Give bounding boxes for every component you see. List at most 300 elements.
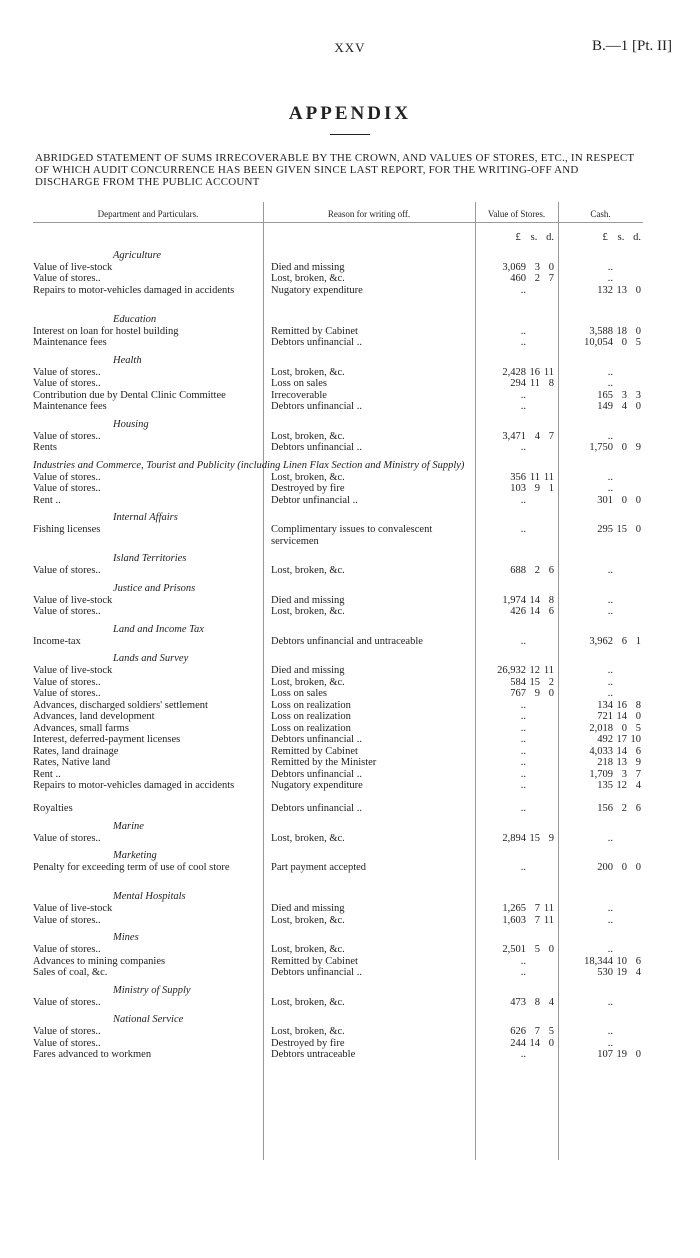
department-section (33, 653, 643, 815)
stores-value (478, 711, 554, 723)
cash-value (561, 967, 641, 979)
cash-value (561, 367, 641, 379)
reason: Loss on realization (271, 699, 351, 711)
stores-value (478, 1026, 554, 1038)
stores-value (478, 442, 554, 454)
pence: 9 (548, 832, 554, 844)
reason: Debtors unfinancial .. (271, 401, 362, 412)
particulars: Rents (33, 442, 57, 453)
table-row (33, 803, 643, 815)
pounds: 103 (510, 483, 526, 494)
pence: 0 (548, 688, 554, 699)
stores-value (478, 595, 554, 607)
pounds: .. (520, 494, 526, 506)
pence: 7 (548, 430, 554, 442)
shillings: 7 (534, 914, 540, 926)
shillings: 16 (616, 699, 627, 711)
particulars: Value of stores.. (33, 606, 101, 617)
department-heading: National Service (113, 1014, 184, 1025)
pounds: 165 (597, 389, 613, 401)
pounds: .. (520, 722, 526, 734)
cash-value (561, 431, 641, 443)
pence: 0 (635, 494, 641, 506)
reason: Part payment accepted (271, 862, 367, 873)
cash-value (561, 524, 641, 536)
pounds: 1,265 (502, 903, 526, 914)
table-body (33, 250, 643, 1061)
table-row (33, 665, 643, 677)
department-heading: Education (113, 313, 157, 325)
pence: 11 (543, 471, 554, 483)
particulars: Rates, Native land (33, 757, 111, 768)
pounds: 1,974 (502, 594, 526, 606)
pounds: 584 (510, 676, 526, 688)
pence: 0 (548, 1037, 554, 1049)
stores-value (478, 401, 554, 413)
reason: Remitted by Cabinet (271, 955, 358, 967)
stores-value (478, 723, 554, 735)
shillings: 14 (529, 594, 540, 606)
cash-value (561, 903, 641, 915)
cash-value (561, 746, 641, 758)
stores-value (478, 997, 554, 1009)
shillings: 14 (529, 1037, 540, 1049)
table-row (33, 390, 643, 402)
table-row (33, 997, 643, 1009)
pounds: .. (607, 606, 613, 617)
cash-value (561, 803, 641, 815)
table-row (33, 1038, 643, 1050)
reason: Lost, broken, &c. (271, 471, 345, 483)
particulars: Contribution due by Dental Clinic Committee (33, 389, 226, 401)
pence: 5 (635, 337, 641, 348)
unit-pounds: £ (602, 232, 608, 243)
pounds: 3,962 (589, 635, 613, 647)
shillings: 0 (621, 722, 627, 734)
pence: 6 (548, 565, 554, 576)
stores-value (478, 565, 554, 577)
particulars: Repairs to motor-vehicles damaged in accidents (33, 780, 235, 791)
department-heading: Internal Affairs (113, 512, 178, 523)
pounds: .. (607, 483, 613, 494)
shillings: 15 (616, 524, 627, 535)
pence: 6 (635, 803, 641, 814)
pounds: .. (607, 430, 613, 442)
department-heading: Housing (113, 418, 149, 430)
reason: Died and missing (271, 594, 345, 606)
stores-value (478, 967, 554, 979)
shillings: 14 (616, 711, 627, 722)
pounds: .. (520, 745, 526, 757)
shillings: 2 (534, 565, 540, 576)
pounds: .. (520, 734, 526, 745)
column-header-dept: Department and Particulars. (97, 209, 199, 219)
stores-value (478, 431, 554, 443)
cash-value (561, 606, 641, 618)
page-number: XXV (334, 40, 366, 55)
department-heading: Ministry of Supply (113, 984, 191, 996)
table-row (33, 780, 643, 803)
department-section (33, 821, 643, 845)
department-section (33, 460, 643, 507)
shillings: 16 (529, 366, 540, 378)
department-section (33, 250, 643, 308)
pounds: 356 (510, 471, 526, 483)
stores-value (478, 903, 554, 915)
cash-value (561, 769, 641, 781)
cash-value (561, 442, 641, 454)
pounds: 3,471 (502, 430, 526, 442)
table-row (33, 677, 643, 689)
stores-value (478, 636, 554, 648)
department-section (33, 1014, 643, 1061)
particulars: Value of stores.. (33, 471, 101, 483)
shillings: 15 (529, 832, 540, 844)
stores-value (478, 326, 554, 338)
stores-value (478, 273, 554, 285)
unit-pounds: £ (515, 232, 521, 243)
particulars: Value of stores.. (33, 996, 101, 1008)
pounds: 244 (510, 1037, 526, 1049)
pounds: 156 (597, 803, 613, 814)
department-section (33, 553, 643, 577)
shillings: 3 (621, 389, 627, 401)
stores-value (478, 803, 554, 815)
pounds: .. (520, 524, 526, 535)
reason: Loss on sales (271, 378, 327, 389)
department-section (33, 850, 643, 885)
pounds: .. (520, 780, 526, 791)
shillings: 0 (621, 494, 627, 506)
table-row (33, 757, 643, 769)
pounds: .. (520, 711, 526, 722)
stores-value (478, 734, 554, 746)
particulars: Value of stores.. (33, 565, 101, 576)
cash-value (561, 780, 641, 792)
particulars: Value of stores.. (33, 1026, 101, 1037)
pounds: 2,894 (502, 832, 526, 844)
particulars: Value of stores.. (33, 944, 101, 955)
table-row (33, 1026, 643, 1038)
pounds: .. (607, 378, 613, 389)
pounds: 200 (597, 862, 613, 873)
cash-value (561, 956, 641, 968)
column-header-reason: Reason for writing off. (327, 209, 411, 219)
reason: Debtors unfinancial .. (271, 803, 362, 814)
pounds: .. (520, 757, 526, 768)
pence: 9 (635, 442, 641, 453)
pounds: 26,932 (497, 665, 526, 676)
shillings: 11 (529, 378, 540, 389)
particulars: Value of stores.. (33, 430, 101, 442)
table-row (33, 483, 643, 495)
reason: Debtors untraceable (271, 1049, 356, 1060)
department-heading: Mines (113, 932, 139, 943)
shillings: 7 (534, 903, 540, 914)
pounds: .. (607, 914, 613, 926)
reason: Nugatory expenditure (271, 780, 363, 791)
particulars: Rates, land drainage (33, 745, 119, 757)
pounds: .. (520, 284, 526, 296)
stores-value (478, 833, 554, 845)
particulars: Value of stores.. (33, 273, 101, 284)
cash-value (561, 833, 641, 845)
cash-value (561, 472, 641, 484)
shillings: 15 (529, 676, 540, 688)
pence: 8 (548, 594, 554, 606)
particulars: Rent .. (33, 768, 61, 780)
pounds: 18,344 (584, 955, 613, 967)
table-row (33, 273, 643, 285)
pounds: 492 (597, 734, 613, 745)
pence: 3 (635, 389, 641, 401)
cash-value (561, 326, 641, 338)
table-row (33, 967, 643, 979)
pounds: 295 (597, 524, 613, 535)
shillings: 19 (616, 1049, 627, 1060)
particulars: Repairs to motor-vehicles damaged in accidents (33, 284, 235, 296)
pounds: .. (520, 862, 526, 873)
reason: Lost, broken, &c. (271, 914, 345, 926)
particulars: Value of stores.. (33, 688, 101, 699)
pence: 7 (548, 273, 554, 284)
particulars: Fares advanced to workmen (33, 1049, 152, 1060)
particulars: Value of stores.. (33, 676, 101, 688)
pence: 0 (635, 862, 641, 873)
shillings: 2 (534, 273, 540, 284)
pounds: .. (607, 273, 613, 284)
cash-value (561, 401, 641, 413)
cash-value (561, 1038, 641, 1050)
table-row (33, 833, 643, 845)
pounds: .. (607, 676, 613, 688)
pounds: .. (607, 688, 613, 699)
shillings: 0 (621, 442, 627, 453)
cash-value (561, 378, 641, 390)
pounds: 3,588 (589, 325, 613, 337)
particulars: Value of stores.. (33, 832, 101, 844)
table-row (33, 495, 643, 507)
table-row (33, 326, 643, 338)
shillings: 13 (616, 284, 627, 296)
pounds: 530 (597, 967, 613, 978)
particulars: Value of stores.. (33, 366, 101, 378)
reason: Remitted by the Minister (271, 757, 377, 768)
stores-value (478, 862, 554, 874)
pounds: .. (520, 325, 526, 337)
particulars: Sales of coal, &c. (33, 967, 108, 978)
table-row (33, 472, 643, 484)
column-header-cash: Cash. (590, 209, 611, 219)
pounds: .. (607, 1026, 613, 1037)
stores-value (478, 1038, 554, 1050)
particulars: Value of live-stock (33, 261, 113, 273)
cash-value (561, 1049, 641, 1061)
stores-value (478, 665, 554, 677)
pounds: 626 (510, 1026, 526, 1037)
shillings: 17 (616, 734, 627, 745)
department-section (33, 314, 643, 349)
pounds: 294 (510, 378, 526, 389)
reason: Remitted by Cabinet (271, 745, 358, 757)
shillings: 11 (529, 471, 540, 483)
pounds: .. (607, 366, 613, 378)
particulars: Value of live-stock (33, 665, 113, 676)
reason: Destroyed by fire (271, 1037, 345, 1049)
stores-value (478, 677, 554, 689)
reason: Died and missing (271, 903, 345, 914)
reason: Debtors unfinancial .. (271, 768, 362, 780)
reason: Debtors unfinancial .. (271, 967, 362, 978)
shillings: 5 (534, 944, 540, 955)
reason: Loss on realization (271, 711, 351, 722)
pounds: 3,069 (502, 261, 526, 273)
table-row (33, 688, 643, 700)
reason: Lost, broken, &c. (271, 273, 345, 284)
column-header-stores: Value of Stores. (487, 209, 546, 219)
pence: 0 (548, 261, 554, 273)
shillings: 10 (616, 955, 627, 967)
cash-value (561, 677, 641, 689)
pounds: 135 (597, 780, 613, 791)
stores-value (478, 606, 554, 618)
document-reference: B.—1 [Pt. II] (592, 38, 672, 54)
pounds: 301 (597, 494, 613, 506)
particulars: Fishing licenses (33, 524, 101, 535)
pence: 4 (635, 967, 641, 978)
pounds: 767 (510, 688, 526, 699)
table-row (33, 903, 643, 915)
table-row (33, 734, 643, 746)
pounds: .. (520, 803, 526, 814)
table-row (33, 606, 643, 618)
stores-units (478, 232, 554, 244)
pence: 6 (548, 606, 554, 617)
pounds: 1,750 (589, 442, 613, 453)
particulars: Value of stores.. (33, 1037, 101, 1049)
pounds: 2,018 (589, 722, 613, 734)
pence: 4 (548, 996, 554, 1008)
table-row (33, 915, 643, 927)
cash-value (561, 285, 641, 297)
pence: 6 (635, 955, 641, 967)
pence: 11 (543, 914, 554, 926)
table-row (33, 700, 643, 712)
table-row (33, 711, 643, 723)
pounds: .. (520, 955, 526, 967)
department-heading: Lands and Survey (113, 653, 189, 664)
stores-value (478, 483, 554, 495)
cash-value (561, 688, 641, 700)
department-section (33, 932, 643, 979)
pounds: 1,603 (502, 914, 526, 926)
cash-value (561, 262, 641, 274)
cash-value (561, 915, 641, 927)
subtitle: ABRIDGED STATEMENT OF SUMS IRRECOVERABLE BY THE CROWN, AND VALUES OF STORES, ETC., IN RESPECT OF WHICH AUDIT CONCURRENCE HAS BEEN GIVEN SINCE LAST REPORT, FOR THE WRITING-OFF AND DISCHARGE FROM THE PUBLIC ACCOUNT (35, 152, 635, 188)
cash-value (561, 1026, 641, 1038)
shillings: 0 (621, 862, 627, 873)
pounds: .. (520, 967, 526, 978)
pounds: 2,501 (502, 944, 526, 955)
particulars: Advances, small farms (33, 722, 129, 734)
pence: 0 (635, 325, 641, 337)
pence: 4 (635, 780, 641, 791)
table-row (33, 524, 643, 547)
pounds: .. (520, 401, 526, 412)
particulars: Penalty for exceeding term of use of cool store (33, 862, 230, 873)
pence: 1 (635, 635, 641, 647)
units-row (33, 232, 643, 244)
particulars: Royalties (33, 803, 73, 814)
cash-value (561, 337, 641, 349)
reason: Loss on sales (271, 688, 327, 699)
statement-table (33, 202, 643, 1061)
pounds: 2,428 (502, 366, 526, 378)
department-section (33, 583, 643, 618)
title-rule (330, 134, 370, 135)
pounds: .. (607, 471, 613, 483)
table-row (33, 636, 643, 648)
shillings: 12 (616, 780, 627, 791)
table-row (33, 285, 643, 308)
stores-value (478, 378, 554, 390)
reason: Complimentary issues to convalescent servicemen (271, 524, 433, 547)
reason: Destroyed by fire (271, 483, 345, 494)
cash-value (561, 495, 641, 507)
pence: 7 (635, 768, 641, 780)
table-row (33, 746, 643, 758)
pence: 11 (543, 903, 554, 914)
reason: Remitted by Cabinet (271, 325, 358, 337)
table-row (33, 367, 643, 379)
department-section (33, 355, 643, 413)
shillings: 7 (534, 1026, 540, 1037)
stores-value (478, 769, 554, 781)
table-row (33, 431, 643, 443)
pounds: .. (607, 594, 613, 606)
reason: Lost, broken, &c. (271, 430, 345, 442)
cash-value (561, 483, 641, 495)
shillings: 3 (534, 261, 540, 273)
reason: Irrecoverable (271, 389, 327, 401)
table-row (33, 565, 643, 577)
particulars: Advances, discharged soldiers' settlement (33, 699, 208, 711)
pence: 0 (635, 711, 641, 722)
reason: Debtors unfinancial and untraceable (271, 635, 423, 647)
cash-value (561, 665, 641, 677)
department-heading: Marketing (113, 850, 157, 861)
table-row (33, 595, 643, 607)
department-heading: Island Territories (113, 553, 187, 564)
pounds: 460 (510, 273, 526, 284)
pence: 0 (635, 1049, 641, 1060)
table-row (33, 944, 643, 956)
department-heading: Justice and Prisons (113, 582, 196, 594)
pounds: 426 (510, 606, 526, 617)
cash-value (561, 711, 641, 723)
cash-value (561, 734, 641, 746)
stores-value (478, 944, 554, 956)
particulars: Value of stores.. (33, 378, 101, 389)
pounds: 473 (510, 996, 526, 1008)
stores-value (478, 746, 554, 758)
reason: Debtor unfinancial .. (271, 494, 358, 506)
unit-pence: d. (633, 232, 641, 243)
reason: Died and missing (271, 261, 345, 273)
shillings: 12 (529, 665, 540, 676)
table-row (33, 769, 643, 781)
cash-value (561, 944, 641, 956)
